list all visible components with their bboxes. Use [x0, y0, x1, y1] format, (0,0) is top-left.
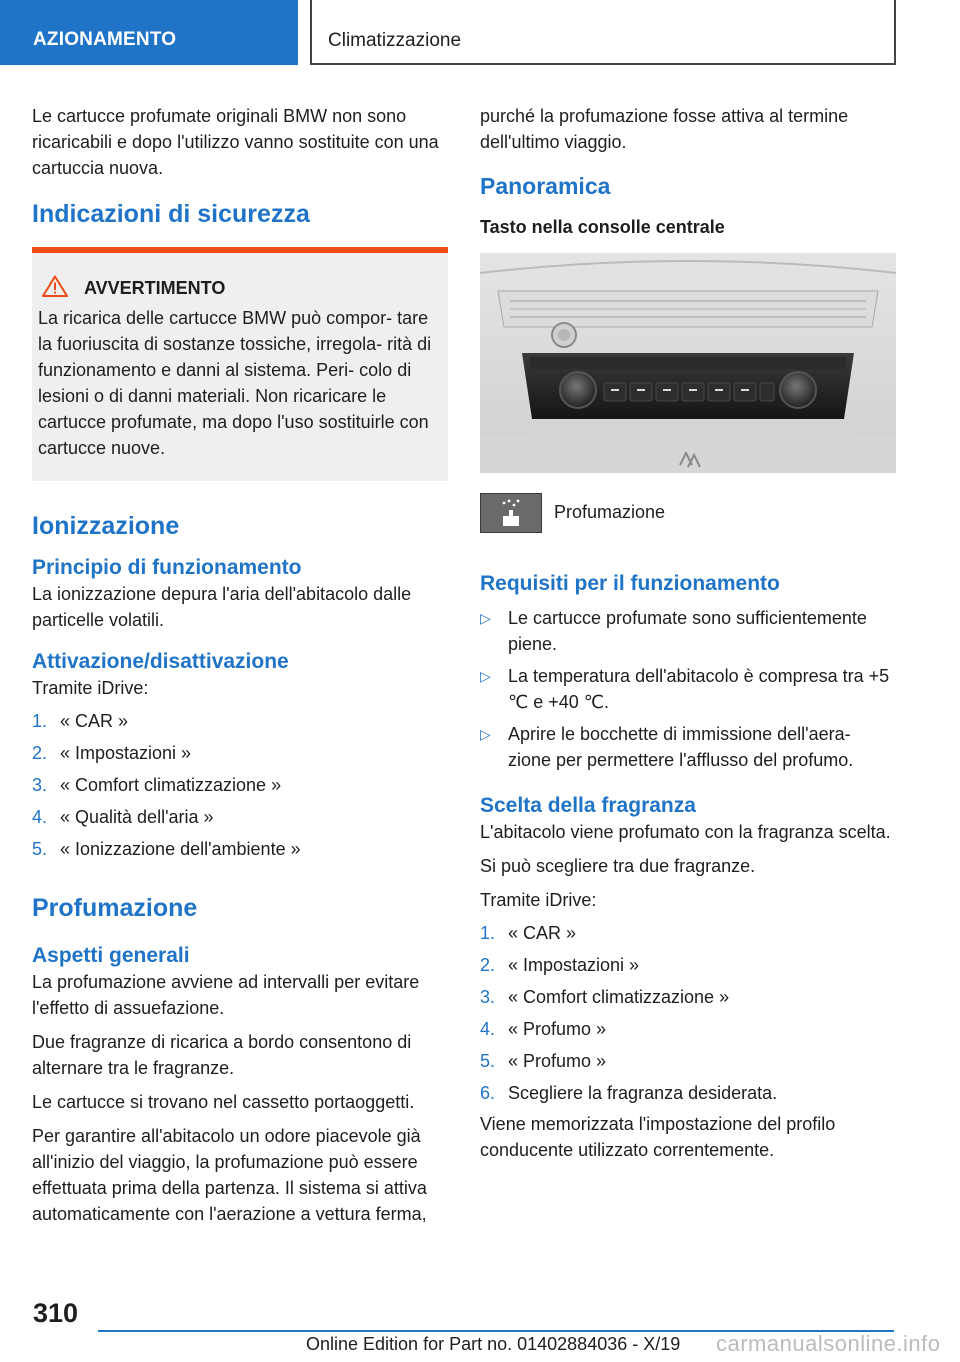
principle-text: La ionizzazione depura l'aria dell'abitacolo dalle particelle volatili. [32, 584, 412, 630]
list-item: 3. « Comfort climatizzazione » [480, 987, 730, 1007]
overview-heading: Panoramica [480, 173, 611, 199]
perfume-heading: Profumazione [32, 894, 198, 922]
general-paragraph-1: La profumazione avviene ad intervalli per evitare l'effetto di assuefazione. [32, 972, 420, 1018]
fragrance-button-icon [480, 493, 542, 533]
activation-steps [32, 705, 448, 865]
general-paragraph-3: Le cartucce si trovano nel cassetto portaoggetti. [32, 1092, 415, 1112]
fragrance-paragraph-1: L'abitacolo viene profumato con la fragranza scelta. [480, 822, 891, 842]
list-item: 6. Scegliere la fragranza desiderata. [480, 1083, 778, 1103]
fragrance-button-label: Profumazione [554, 502, 666, 522]
right-column [480, 103, 898, 1171]
general-paragraph-4: Per garantire all'abitacolo un odore piacevole già all'inizio del viaggio, la profumazione può essere effettuata prima della partenza. Il sistema si attiva automaticamente con l'aerazione a vettura ferma, [32, 1126, 427, 1224]
chapter-tab [310, 0, 896, 65]
principle-heading: Principio di funzionamento [32, 556, 302, 579]
activation-heading: Attivazione/disattivazione [32, 650, 289, 673]
list-item: 2. « Impostazioni » [32, 743, 192, 763]
list-item: 4. « Profumo » [480, 1019, 607, 1039]
list-item: 5. « Profumo » [480, 1051, 607, 1071]
section-tab [0, 0, 298, 65]
requirements-list [480, 605, 898, 773]
warning-triangle-icon [42, 275, 68, 297]
closing-paragraph: Viene memorizzata l'impostazione del profilo conducente utilizzato correntemente. [480, 1114, 836, 1160]
list-item: 2. « Impostazioni » [480, 955, 640, 975]
fragrance-heading: Scelta della fragranza [480, 794, 696, 817]
edition-note: Online Edition for Part no. 01402884036 - X/19 [306, 1334, 681, 1354]
safety-heading: Indicazioni di sicurezza [32, 200, 310, 228]
warning-text: La ricarica delle cartucce BMW può compor- tare la fuoriuscita di sostanze tossiche, irregola- rità di funzionamento e danni al sistema. Peri- colo di lesioni o di danni materiali. Non ricaricare le cartucce profumate, ma dopo l'uso sostituirle con cartucce nuove. [38, 308, 432, 458]
fragrance-steps [480, 917, 898, 1109]
activation-intro: Tramite iDrive: [32, 678, 149, 698]
left-column [32, 103, 448, 1235]
list-item: 3. « Comfort climatizzazione » [32, 775, 282, 795]
continued-paragraph: purché la profumazione fosse attiva al termine dell'ultimo viaggio. [480, 106, 849, 152]
list-item: ▷ La temperatura dell'abitacolo è compresa tra +5 ℃ e +40 ℃. [480, 663, 898, 715]
general-paragraph-2: Due fragranze di ricarica a bordo consentono di alternare tra le fragranze. [32, 1032, 412, 1078]
triangle-bullet-icon: ▷ [480, 668, 491, 684]
watermark: carmanualsonline.info [716, 1331, 941, 1356]
requirements-heading: Requisiti per il funzionamento [480, 572, 780, 595]
triangle-bullet-icon: ▷ [480, 610, 491, 626]
list-item: ▷ Le cartucce profumate sono sufficientemente piene. [480, 605, 898, 657]
fragrance-intro: Tramite iDrive: [480, 890, 597, 910]
console-heading: Tasto nella consolle centrale [480, 217, 725, 237]
button-legend [480, 493, 898, 539]
center-console-image [480, 253, 896, 473]
warning-header [38, 275, 438, 301]
list-item: 4. « Qualità dell'aria » [32, 807, 214, 827]
list-item: 1. « CAR » [32, 711, 129, 731]
chapter-title: Climatizzazione [328, 30, 462, 51]
intro-paragraph: Le cartucce profumate originali BMW non sono ricaricabili e dopo l'utilizzo vanno sostituite con una cartuccia nuova. [32, 106, 439, 178]
page-number: 310 [33, 1298, 79, 1328]
warning-box [32, 247, 448, 481]
general-heading: Aspetti generali [32, 944, 190, 967]
fragrance-paragraph-2: Si può scegliere tra due fragranze. [480, 856, 756, 876]
ionization-heading: Ionizzazione [32, 512, 180, 540]
list-item: ▷ Aprire le bocchette di immissione dell'aera- zione per permettere l'afflusso del profumo. [480, 721, 898, 773]
list-item: 5. « Ionizzazione dell'ambiente » [32, 839, 301, 859]
triangle-bullet-icon: ▷ [480, 726, 491, 742]
list-item: 1. « CAR » [480, 923, 577, 943]
section-title: AZIONAMENTO [33, 29, 177, 50]
warning-title: AVVERTIMENTO [84, 278, 226, 298]
